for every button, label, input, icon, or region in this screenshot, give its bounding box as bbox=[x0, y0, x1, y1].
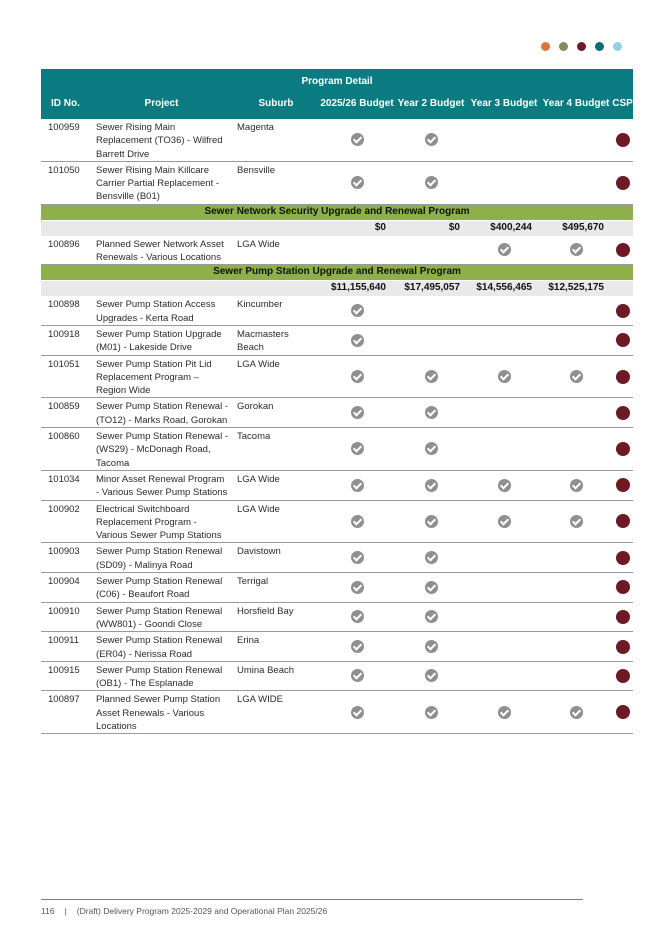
project-suburb: Tacoma bbox=[232, 428, 320, 471]
project-id: 101034 bbox=[41, 470, 91, 500]
budget-year-cell bbox=[540, 602, 612, 632]
csp-cell bbox=[612, 161, 633, 204]
table-row bbox=[41, 573, 633, 603]
project-name: Sewer Pump Station Renewal (WW801) - Goondi Close bbox=[91, 602, 232, 632]
table-row bbox=[41, 661, 633, 691]
budget-year-cell bbox=[320, 355, 394, 398]
budget-year-cell bbox=[540, 428, 612, 471]
col-header-suburb: Suburb bbox=[232, 87, 320, 119]
budget-year-cell bbox=[394, 398, 468, 428]
table-row bbox=[41, 325, 633, 355]
csp-indicator-icon bbox=[616, 406, 630, 420]
budget-year-cell bbox=[320, 296, 394, 325]
check-icon bbox=[351, 370, 364, 383]
budget-year-cell bbox=[540, 691, 612, 734]
check-icon bbox=[425, 669, 438, 682]
budget-year-cell bbox=[540, 661, 612, 691]
budget-year-cell bbox=[394, 573, 468, 603]
budget-year-cell bbox=[394, 470, 468, 500]
csp-cell bbox=[612, 325, 633, 355]
budget-year-cell bbox=[540, 500, 612, 543]
csp-indicator-icon bbox=[616, 478, 630, 492]
project-id: 100903 bbox=[41, 543, 91, 573]
csp-cell bbox=[612, 119, 633, 161]
table-row bbox=[41, 398, 633, 428]
project-suburb: Bensville bbox=[232, 161, 320, 204]
budget-year-cell bbox=[394, 355, 468, 398]
table-row bbox=[41, 161, 633, 204]
project-name: Sewer Rising Main Killcare Carrier Partial Replacement - Bensville (B01) bbox=[91, 161, 232, 204]
dot-icon bbox=[541, 42, 550, 51]
budget-year-cell bbox=[468, 543, 540, 573]
budget-year-cell bbox=[468, 500, 540, 543]
budget-year-cell bbox=[468, 355, 540, 398]
program-totals-row bbox=[41, 220, 633, 236]
csp-cell bbox=[612, 236, 633, 265]
program-title: Sewer Pump Station Upgrade and Renewal Program bbox=[41, 265, 633, 281]
check-icon bbox=[498, 479, 511, 492]
project-id: 100904 bbox=[41, 573, 91, 603]
budget-year-cell bbox=[394, 543, 468, 573]
budget-total: $12,525,175 bbox=[540, 281, 612, 297]
totals-spacer bbox=[41, 281, 320, 297]
budget-year-cell bbox=[320, 325, 394, 355]
project-name: Sewer Pump Station Renewal (C06) - Beaufort Road bbox=[91, 573, 232, 603]
project-suburb: Umina Beach bbox=[232, 661, 320, 691]
project-id: 100911 bbox=[41, 632, 91, 662]
budget-year-cell bbox=[320, 573, 394, 603]
csp-indicator-icon bbox=[616, 333, 630, 347]
csp-cell bbox=[612, 602, 633, 632]
budget-total: $0 bbox=[320, 220, 394, 236]
check-icon bbox=[425, 370, 438, 383]
check-icon bbox=[425, 706, 438, 719]
budget-year-cell bbox=[540, 236, 612, 265]
program-title: Sewer Network Security Upgrade and Renewal Program bbox=[41, 204, 633, 220]
table-row bbox=[41, 355, 633, 398]
dot-icon bbox=[559, 42, 568, 51]
program-heading-row bbox=[41, 204, 633, 220]
budget-year-cell bbox=[320, 661, 394, 691]
budget-total: $11,155,640 bbox=[320, 281, 394, 297]
budget-year-cell bbox=[468, 573, 540, 603]
project-suburb: Macmasters Beach bbox=[232, 325, 320, 355]
budget-year-cell bbox=[540, 470, 612, 500]
budget-year-cell bbox=[468, 661, 540, 691]
project-id: 100902 bbox=[41, 500, 91, 543]
csp-cell bbox=[612, 355, 633, 398]
project-id: 100859 bbox=[41, 398, 91, 428]
col-header-project: Project bbox=[91, 87, 232, 119]
project-name: Sewer Pump Station Renewal (OB1) - The Esplanade bbox=[91, 661, 232, 691]
csp-indicator-icon bbox=[616, 514, 630, 528]
page-number: 116 bbox=[41, 906, 55, 916]
csp-indicator-icon bbox=[616, 705, 630, 719]
csp-cell bbox=[612, 691, 633, 734]
budget-year-cell bbox=[394, 296, 468, 325]
table-row bbox=[41, 543, 633, 573]
table-row bbox=[41, 236, 633, 265]
budget-year-cell bbox=[320, 470, 394, 500]
project-suburb: LGA WIDE bbox=[232, 691, 320, 734]
csp-indicator-icon bbox=[616, 304, 630, 318]
project-id: 100860 bbox=[41, 428, 91, 471]
project-suburb: Magenta bbox=[232, 119, 320, 161]
col-header-y2: Year 2 Budget bbox=[394, 87, 468, 119]
csp-indicator-icon bbox=[616, 442, 630, 456]
project-name: Sewer Pump Station Renewal - (TO12) - Marks Road, Gorokan bbox=[91, 398, 232, 428]
csp-indicator-icon bbox=[616, 669, 630, 683]
csp-indicator-icon bbox=[616, 551, 630, 565]
project-id: 100898 bbox=[41, 296, 91, 325]
project-id: 100959 bbox=[41, 119, 91, 161]
csp-indicator-icon bbox=[616, 133, 630, 147]
col-header-y1: 2025/26 Budget bbox=[320, 87, 394, 119]
project-id: 100897 bbox=[41, 691, 91, 734]
project-id: 100896 bbox=[41, 236, 91, 265]
project-suburb: Terrigal bbox=[232, 573, 320, 603]
budget-year-cell bbox=[468, 161, 540, 204]
check-icon bbox=[351, 515, 364, 528]
project-suburb: Davistown bbox=[232, 543, 320, 573]
budget-year-cell bbox=[540, 573, 612, 603]
check-icon bbox=[351, 304, 364, 317]
check-icon bbox=[351, 442, 364, 455]
csp-indicator-icon bbox=[616, 580, 630, 594]
table-row bbox=[41, 691, 633, 734]
table-row bbox=[41, 428, 633, 471]
csp-cell bbox=[612, 398, 633, 428]
check-icon bbox=[425, 479, 438, 492]
budget-year-cell bbox=[468, 691, 540, 734]
budget-year-cell bbox=[468, 632, 540, 662]
project-name: Sewer Pump Station Pit Lid Replacement Program – Region Wide bbox=[91, 355, 232, 398]
project-name: Sewer Pump Station Upgrade (M01) - Lakeside Drive bbox=[91, 325, 232, 355]
csp-cell bbox=[612, 573, 633, 603]
project-name: Sewer Pump Station Access Upgrades - Kerta Road bbox=[91, 296, 232, 325]
budget-year-cell bbox=[540, 543, 612, 573]
check-icon bbox=[425, 515, 438, 528]
budget-total: $14,556,465 bbox=[468, 281, 540, 297]
program-detail-heading: Program Detail bbox=[41, 69, 633, 87]
table-row bbox=[41, 500, 633, 543]
totals-spacer bbox=[612, 220, 633, 236]
budget-year-cell bbox=[468, 398, 540, 428]
csp-indicator-icon bbox=[616, 610, 630, 624]
check-icon bbox=[351, 640, 364, 653]
project-id: 100918 bbox=[41, 325, 91, 355]
table-row bbox=[41, 470, 633, 500]
program-totals-row bbox=[41, 281, 633, 297]
budget-year-cell bbox=[468, 428, 540, 471]
table-row bbox=[41, 296, 633, 325]
check-icon bbox=[498, 370, 511, 383]
dot-icon bbox=[595, 42, 604, 51]
budget-year-cell bbox=[320, 398, 394, 428]
check-icon bbox=[425, 551, 438, 564]
budget-year-cell bbox=[540, 296, 612, 325]
budget-year-cell bbox=[394, 500, 468, 543]
csp-indicator-icon bbox=[616, 243, 630, 257]
project-name: Electrical Switchboard Replacement Program - Various Sewer Pump Stations bbox=[91, 500, 232, 543]
check-icon bbox=[425, 610, 438, 623]
col-header-y3: Year 3 Budget bbox=[468, 87, 540, 119]
check-icon bbox=[351, 669, 364, 682]
col-header-id: ID No. bbox=[41, 87, 91, 119]
check-icon bbox=[425, 442, 438, 455]
check-icon bbox=[570, 243, 583, 256]
dot-icon bbox=[613, 42, 622, 51]
project-suburb: Kincumber bbox=[232, 296, 320, 325]
program-heading-row bbox=[41, 265, 633, 281]
csp-cell bbox=[612, 470, 633, 500]
csp-cell bbox=[612, 296, 633, 325]
csp-indicator-icon bbox=[616, 640, 630, 654]
budget-total: $400,244 bbox=[468, 220, 540, 236]
budget-year-cell bbox=[320, 632, 394, 662]
project-id: 101050 bbox=[41, 161, 91, 204]
check-icon bbox=[351, 479, 364, 492]
csp-cell bbox=[612, 543, 633, 573]
program-table bbox=[41, 69, 633, 734]
project-suburb: LGA Wide bbox=[232, 236, 320, 265]
check-icon bbox=[351, 581, 364, 594]
project-suburb: Gorokan bbox=[232, 398, 320, 428]
budget-year-cell bbox=[468, 325, 540, 355]
budget-year-cell bbox=[468, 470, 540, 500]
check-icon bbox=[425, 640, 438, 653]
totals-spacer bbox=[41, 220, 320, 236]
project-name: Planned Sewer Pump Station Asset Renewals - Various Locations bbox=[91, 691, 232, 734]
csp-cell bbox=[612, 661, 633, 691]
footer-title: (Draft) Delivery Program 2025-2029 and Operational Plan 2025/26 bbox=[76, 906, 328, 916]
budget-year-cell bbox=[540, 119, 612, 161]
check-icon bbox=[498, 706, 511, 719]
budget-year-cell bbox=[394, 661, 468, 691]
footer-separator: | bbox=[64, 906, 67, 916]
check-icon bbox=[351, 551, 364, 564]
budget-year-cell bbox=[468, 236, 540, 265]
project-suburb: LGA Wide bbox=[232, 355, 320, 398]
totals-spacer bbox=[612, 281, 633, 297]
check-icon bbox=[570, 515, 583, 528]
csp-cell bbox=[612, 428, 633, 471]
check-icon bbox=[351, 133, 364, 146]
project-name: Planned Sewer Network Asset Renewals - Various Locations bbox=[91, 236, 232, 265]
check-icon bbox=[570, 479, 583, 492]
csp-indicator-icon bbox=[616, 370, 630, 384]
csp-cell bbox=[612, 500, 633, 543]
budget-year-cell bbox=[394, 161, 468, 204]
check-icon bbox=[570, 706, 583, 719]
project-name: Sewer Pump Station Renewal (ER04) - Nerissa Road bbox=[91, 632, 232, 662]
budget-year-cell bbox=[540, 632, 612, 662]
budget-year-cell bbox=[394, 428, 468, 471]
budget-year-cell bbox=[320, 543, 394, 573]
table-body bbox=[41, 119, 633, 734]
page-footer bbox=[41, 899, 583, 916]
check-icon bbox=[425, 133, 438, 146]
budget-total: $495,670 bbox=[540, 220, 612, 236]
check-icon bbox=[425, 406, 438, 419]
table-row bbox=[41, 602, 633, 632]
dot-icon bbox=[577, 42, 586, 51]
budget-year-cell bbox=[394, 325, 468, 355]
col-header-csp: CSP bbox=[612, 87, 633, 119]
project-suburb: LGA Wide bbox=[232, 470, 320, 500]
budget-year-cell bbox=[468, 119, 540, 161]
project-name: Sewer Pump Station Renewal - (WS29) - McDonagh Road, Tacoma bbox=[91, 428, 232, 471]
csp-cell bbox=[612, 632, 633, 662]
check-icon bbox=[351, 706, 364, 719]
budget-year-cell bbox=[394, 632, 468, 662]
budget-year-cell bbox=[468, 602, 540, 632]
budget-year-cell bbox=[394, 691, 468, 734]
budget-year-cell bbox=[540, 325, 612, 355]
table-row bbox=[41, 632, 633, 662]
check-icon bbox=[498, 243, 511, 256]
budget-year-cell bbox=[394, 119, 468, 161]
budget-year-cell bbox=[320, 602, 394, 632]
budget-year-cell bbox=[468, 296, 540, 325]
budget-year-cell bbox=[540, 161, 612, 204]
project-suburb: Erina bbox=[232, 632, 320, 662]
check-icon bbox=[570, 370, 583, 383]
budget-year-cell bbox=[394, 236, 468, 265]
check-icon bbox=[425, 176, 438, 189]
budget-year-cell bbox=[320, 691, 394, 734]
budget-year-cell bbox=[320, 428, 394, 471]
budget-year-cell bbox=[320, 500, 394, 543]
col-header-y4: Year 4 Budget bbox=[540, 87, 612, 119]
table-row bbox=[41, 119, 633, 161]
check-icon bbox=[351, 334, 364, 347]
check-icon bbox=[498, 515, 511, 528]
decorative-dots bbox=[541, 42, 622, 51]
check-icon bbox=[351, 176, 364, 189]
project-id: 100915 bbox=[41, 661, 91, 691]
project-name: Sewer Pump Station Renewal (SD09) - Malinya Road bbox=[91, 543, 232, 573]
project-id: 100910 bbox=[41, 602, 91, 632]
check-icon bbox=[351, 406, 364, 419]
check-icon bbox=[351, 610, 364, 623]
budget-year-cell bbox=[320, 119, 394, 161]
project-name: Minor Asset Renewal Program - Various Sewer Pump Stations bbox=[91, 470, 232, 500]
project-suburb: Horsfield Bay bbox=[232, 602, 320, 632]
project-name: Sewer Rising Main Replacement (TO36) - Wilfred Barrett Drive bbox=[91, 119, 232, 161]
budget-year-cell bbox=[394, 602, 468, 632]
budget-total: $17,495,057 bbox=[394, 281, 468, 297]
project-suburb: LGA Wide bbox=[232, 500, 320, 543]
project-id: 101051 bbox=[41, 355, 91, 398]
budget-year-cell bbox=[320, 161, 394, 204]
budget-year-cell bbox=[320, 236, 394, 265]
budget-total: $0 bbox=[394, 220, 468, 236]
budget-year-cell bbox=[540, 355, 612, 398]
check-icon bbox=[425, 581, 438, 594]
csp-indicator-icon bbox=[616, 176, 630, 190]
budget-year-cell bbox=[540, 398, 612, 428]
